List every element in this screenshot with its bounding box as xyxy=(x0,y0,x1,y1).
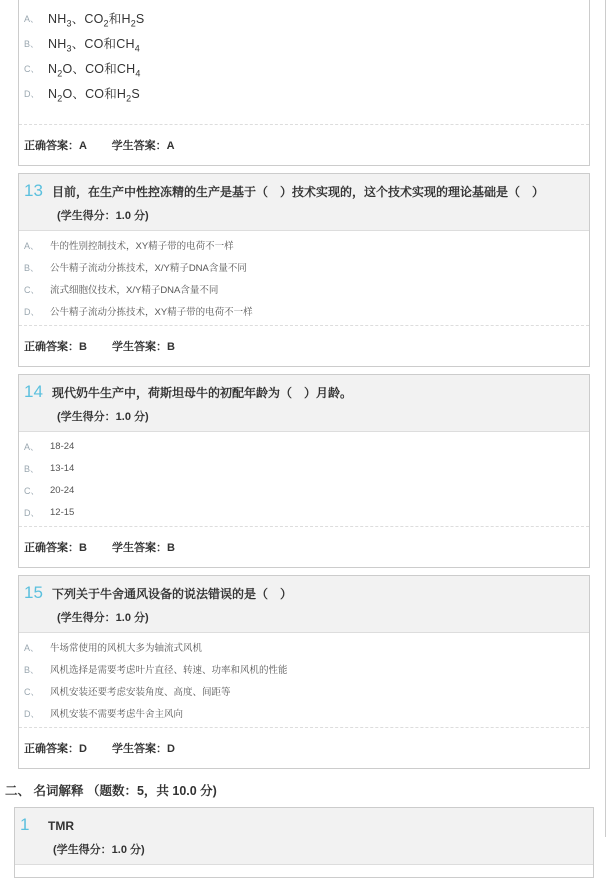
option-letter: C、 xyxy=(24,686,40,697)
correct-answer-label: 正确答案： xyxy=(24,140,79,152)
formula-segment: NH xyxy=(48,11,67,26)
option-text: 流式细胞仪技术，X/Y精子DNA含量不同 xyxy=(50,285,219,296)
question-text: 现代奶牛生产中，荷斯坦母牛的初配年龄为（ ）月龄。 xyxy=(52,386,353,400)
option-text: 12-15 xyxy=(50,506,75,518)
option-letter: C、 xyxy=(24,284,40,295)
answer-row xyxy=(19,326,589,366)
formula-segment: 和H xyxy=(108,11,131,26)
option-text: 公牛精子流动分拣技术，X/Y精子DNA含量不同 xyxy=(50,263,247,274)
option-text: 公牛精子流动分拣技术，XY精子带的电荷不一样 xyxy=(50,307,253,318)
option-row xyxy=(19,457,589,479)
score-line: (学生得分：1.0 分) xyxy=(57,612,149,624)
options-list xyxy=(19,231,589,325)
formula-subscript: 2 xyxy=(130,18,136,29)
option-letter: A、 xyxy=(24,441,40,452)
formula-segment: O、CO和CH xyxy=(62,61,136,76)
correct-answer-label: 正确答案： xyxy=(24,542,79,554)
option-row xyxy=(19,31,589,56)
question-box-14 xyxy=(18,374,590,568)
formula-segment: O、CO和H xyxy=(62,86,127,101)
formula-subscript: 4 xyxy=(134,43,140,54)
formula-segment: S xyxy=(135,11,145,26)
correct-answer-value: B xyxy=(79,341,87,353)
student-answer-label: 学生答案： xyxy=(112,542,168,554)
score-line: (学生得分：1.0 分) xyxy=(57,210,149,222)
question-box-13 xyxy=(18,173,590,367)
option-text: 18-24 xyxy=(50,440,75,452)
option-letter: D、 xyxy=(24,89,40,99)
student-answer-label: 学生答案： xyxy=(112,743,168,755)
formula-segment: N xyxy=(48,61,58,76)
question-header xyxy=(19,576,589,633)
formula-segment: S xyxy=(131,86,140,101)
option-text xyxy=(48,34,140,54)
options-list xyxy=(19,432,589,526)
student-answer xyxy=(112,140,175,152)
correct-answer xyxy=(24,341,87,353)
correct-answer-value: D xyxy=(79,743,87,755)
question-box-12-partial xyxy=(18,0,590,166)
option-letter: B、 xyxy=(24,463,40,474)
question-box-15 xyxy=(18,575,590,769)
formula-subscript: 3 xyxy=(66,43,72,54)
option-row xyxy=(19,658,589,680)
option-text xyxy=(48,84,140,104)
option-row xyxy=(19,702,589,724)
student-answer xyxy=(112,743,175,755)
correct-answer-label: 正确答案： xyxy=(24,341,79,353)
question-number: 15 xyxy=(24,583,43,602)
option-text: 13-14 xyxy=(50,462,75,474)
choice-question-section xyxy=(18,0,590,769)
option-letter: D、 xyxy=(24,708,40,719)
score-line: (学生得分：1.0 分) xyxy=(53,844,145,856)
option-letter: B、 xyxy=(24,262,40,273)
student-answer xyxy=(112,341,175,353)
option-text: 20-24 xyxy=(50,484,75,496)
question-box-term-1 xyxy=(14,807,594,878)
option-letter: A、 xyxy=(24,642,40,653)
option-letter: B、 xyxy=(24,39,40,49)
term-explanation-section xyxy=(14,807,594,878)
option-row xyxy=(19,300,589,322)
option-row xyxy=(19,680,589,702)
options-list xyxy=(19,633,589,727)
option-letter: C、 xyxy=(24,64,40,74)
option-text: 风机安装还要考虑安装角度、高度、间距等 xyxy=(50,687,231,698)
option-row xyxy=(19,256,589,278)
formula-segment: NH xyxy=(48,36,67,51)
score-line: (学生得分：1.0 分) xyxy=(57,411,149,423)
answer-row xyxy=(19,125,589,165)
page-right-border xyxy=(605,0,606,837)
student-answer-label: 学生答案： xyxy=(112,341,168,353)
question-number: 14 xyxy=(24,382,43,401)
option-row xyxy=(19,636,589,658)
option-row xyxy=(19,479,589,501)
option-row xyxy=(19,6,589,31)
option-letter: A、 xyxy=(24,14,40,24)
option-row xyxy=(19,501,589,523)
formula-subscript: 3 xyxy=(66,18,72,29)
option-text: 风机安装不需要考虑牛舍主风向 xyxy=(50,709,184,720)
formula-subscript: 2 xyxy=(57,93,63,104)
formula-segment: 、CO和CH xyxy=(71,36,135,51)
student-answer-value: B xyxy=(167,341,175,353)
answer-area-cutoff xyxy=(15,865,593,877)
formula-subscript: 2 xyxy=(57,68,63,79)
section-title: 二、 名词解释 （题数：5，共 10.0 分) xyxy=(5,784,217,798)
options-list xyxy=(19,0,589,124)
student-answer-value: D xyxy=(167,743,175,755)
question-number: 13 xyxy=(24,181,43,200)
answer-row xyxy=(19,527,589,567)
option-letter: A、 xyxy=(24,240,40,251)
option-row xyxy=(19,435,589,457)
question-text: 目前，在生产中性控冻精的生产是基于（ ）技术实现的，这个技术实现的理论基础是（ ） xyxy=(52,185,545,199)
option-letter: C、 xyxy=(24,485,40,496)
option-text: 牛场常使用的风机大多为轴流式风机 xyxy=(50,643,203,654)
question-text: 下列关于牛舍通风设备的说法错误的是（ ） xyxy=(52,587,293,601)
option-letter: D、 xyxy=(24,306,40,317)
student-answer-value: B xyxy=(167,542,175,554)
option-row xyxy=(19,278,589,300)
formula-segment: N xyxy=(48,86,58,101)
option-row xyxy=(19,56,589,81)
option-text: 风机选择是需要考虑叶片直径、转速、功率和风机的性能 xyxy=(50,665,288,676)
correct-answer xyxy=(24,542,87,554)
answer-row xyxy=(19,728,589,768)
question-text: TMR xyxy=(48,819,74,833)
correct-answer xyxy=(24,743,87,755)
question-number: 1 xyxy=(20,815,30,834)
option-letter: D、 xyxy=(24,507,40,518)
correct-answer xyxy=(24,140,87,152)
student-answer xyxy=(112,542,175,554)
option-text: 牛的性别控制技术，XY精子带的电荷不一样 xyxy=(50,241,234,252)
option-row xyxy=(19,81,589,106)
formula-segment: 、CO xyxy=(71,11,104,26)
question-header xyxy=(19,174,589,231)
option-row xyxy=(19,234,589,256)
student-answer-value: A xyxy=(166,140,175,152)
correct-answer-label: 正确答案： xyxy=(24,743,79,755)
option-text xyxy=(48,59,141,79)
formula-subscript: 2 xyxy=(103,18,109,29)
option-letter: B、 xyxy=(24,664,40,675)
formula-subscript: 2 xyxy=(126,93,132,104)
option-text xyxy=(48,9,144,29)
student-answer-label: 学生答案： xyxy=(111,140,167,152)
correct-answer-value: A xyxy=(79,140,87,152)
formula-subscript: 4 xyxy=(135,68,141,79)
correct-answer-value: B xyxy=(79,542,87,554)
question-header xyxy=(19,375,589,432)
